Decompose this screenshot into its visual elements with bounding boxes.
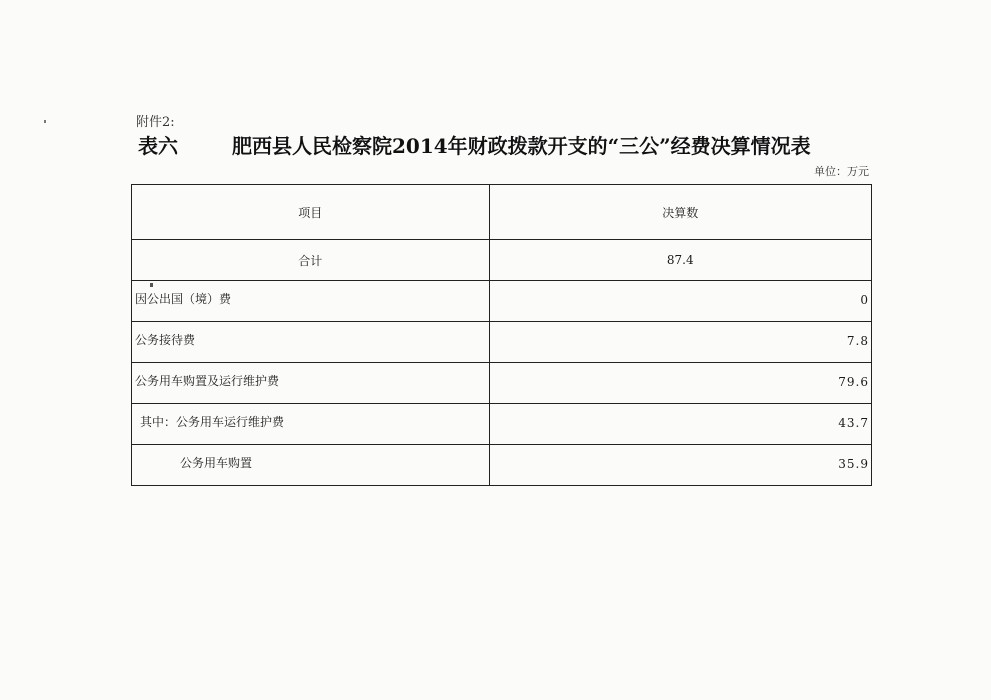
table-row: [132, 445, 872, 486]
table-row: [132, 404, 872, 445]
total-label: 合计: [132, 240, 490, 281]
row-label: 公务接待费: [135, 332, 196, 347]
row-label: 其中：公务用车运行维护费: [140, 414, 285, 429]
header-item: 项目: [132, 185, 490, 240]
table-row: [132, 322, 872, 363]
header-row: [132, 185, 872, 240]
total-value: 87.4: [489, 240, 871, 281]
table-row: [132, 363, 872, 404]
row-label: 公务用车购置: [180, 455, 253, 470]
table-title: 肥西县人民检察院2014年财政拨款开支的“三公”经费决算情况表: [232, 134, 811, 158]
page-title: [138, 130, 811, 159]
row-value: 0: [860, 293, 869, 307]
attachment-label: 附件2:: [136, 115, 175, 130]
unit-label: 单位：万元: [814, 165, 869, 178]
table-number: 表六: [138, 134, 178, 158]
row-label: 公务用车购置及运行维护费: [135, 373, 280, 388]
scan-mark: [150, 283, 153, 287]
header-amount: 决算数: [489, 185, 871, 240]
row-label: 因公出国（境）费: [135, 291, 232, 306]
row-value: 79.6: [838, 375, 869, 389]
table-row: [132, 281, 872, 322]
row-value: 7.8: [846, 334, 869, 348]
row-value: 43.7: [838, 416, 869, 430]
scan-speck: [44, 120, 46, 123]
row-value: 35.9: [838, 457, 869, 471]
expense-table: [131, 184, 872, 486]
total-row: [132, 240, 872, 281]
